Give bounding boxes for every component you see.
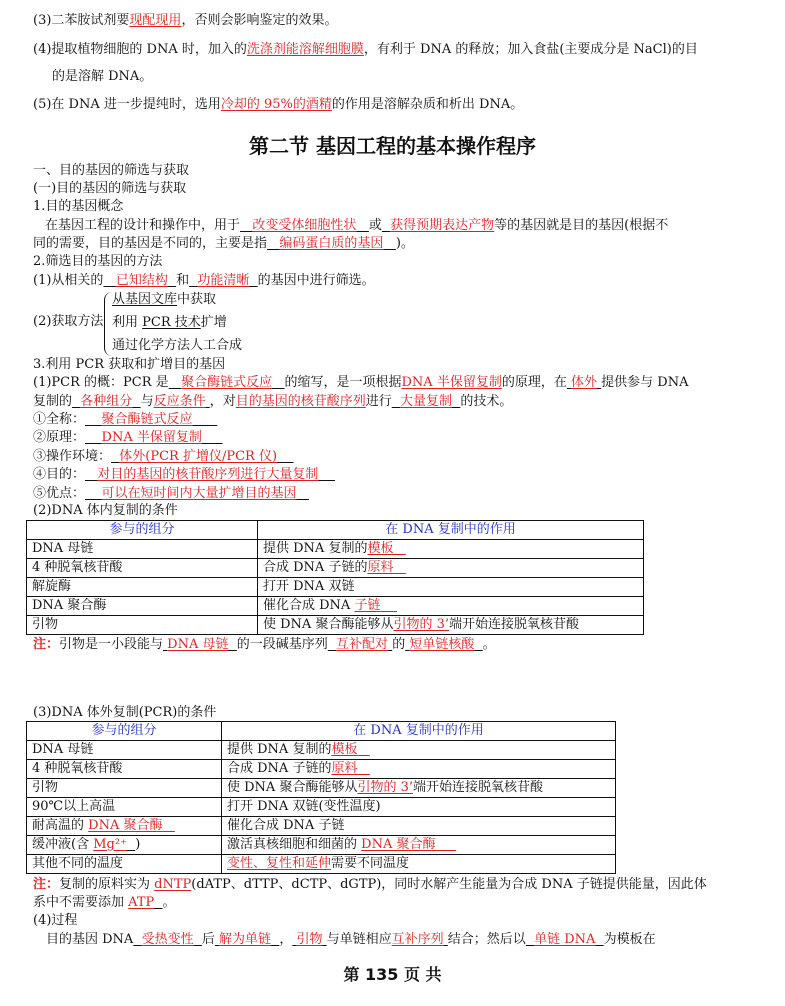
table-row: 其他不同的温度 变性、复性和延伸需要不同温度 (27, 855, 616, 874)
method-label: (2)获取方法 (33, 314, 104, 329)
screen-line: (1)从相关的 已知结构 和 功能清晰 的基因中进行筛选。 (33, 273, 375, 288)
table1-caption: (2)DNA 体内复制的条件 (33, 503, 178, 518)
concept-line: 在基因工程的设计和操作中，用于 改变受体细胞性状 或 获得预期表达产物等的基因就是目的基因(根据不 (45, 218, 669, 233)
col-header: 参与的组分 (27, 521, 258, 540)
table2-caption: (3)DNA 体外复制(PCR)的条件 (33, 705, 217, 720)
col-header: 参与的组分 (27, 722, 222, 741)
method-3: 通过化学方法人工合成 (112, 338, 243, 353)
table-row: 4 种脱氧核苷酸 合成 DNA 子链的原料 (27, 760, 616, 779)
heading: 一、目的基因的筛选与获取 (33, 163, 190, 178)
heading: 3.利用 PCR 获取和扩增目的基因 (33, 357, 226, 372)
pcr-item: ①全称： 聚合酶链式反应 (33, 412, 193, 427)
table-row: 引物 使 DNA 聚合酶能够从引物的 3’端开始连接脱氧核苷酸 (27, 616, 644, 635)
table2-note: 注：复制的原料实为 dNTP(dATP、dTTP、dCTP、dGTP)，同时水解产生能量为合成 DNA 子链提供能量，因此体 (33, 877, 707, 892)
process-line: 目的基因 DNA 受热变性 后 解为单链 ， 引物 与单链相应互补序列 结合；然后以 单链 DNA 为模板在 (46, 932, 656, 947)
item-4-cont: 的是溶解 DNA。 (52, 69, 153, 84)
col-header: 在 DNA 复制中的作用 (258, 521, 644, 540)
table-row: 引物 使 DNA 聚合酶能够从引物的 3’端开始连接脱氧核苷酸 (27, 779, 616, 798)
pcr-item: ⑤优点： 可以在短时间内大量扩增目的基因 (33, 486, 297, 501)
heading: 1.目的基因概念 (33, 199, 124, 214)
table-row: DNA 聚合酶 催化合成 DNA 子链 (27, 597, 644, 616)
pcr-def-1: (1)PCR 的概：PCR 是 聚合酶链式反应 的缩写，是一项根据DNA 半保留复制的原理，在 体外 提供参与 DNA (33, 375, 689, 390)
table-row: 解旋酶 打开 DNA 双链 (27, 578, 644, 597)
page-footer: 第 135 页 共 (343, 965, 442, 984)
table-row: DNA 母链 提供 DNA 复制的模板 (27, 741, 616, 760)
col-header: 在 DNA 复制中的作用 (222, 722, 616, 741)
item-3-line: (3)二苯胺试剂要现配现用，否则会影响鉴定的效果。 (33, 13, 338, 28)
answer-blank: 洗涤剂能溶解细胞膜 (246, 42, 364, 57)
table1-note: 注：引物是一小段能与 DNA 母链 的一段碱基序列 互补配对 的 短单链核酸 。 (33, 637, 496, 652)
pcr-item: ②原理： DNA 半保留复制 (33, 430, 202, 445)
table-row: 90℃以上高温 打开 DNA 双链(变性温度) (27, 798, 616, 817)
answer-blank: 现配现用 (129, 13, 182, 28)
table-row: 耐高温的 DNA 聚合酶 催化合成 DNA 子链 (27, 817, 616, 836)
pcr-def-2: 复制的 各种组分 与反应条件 ，对目的基因的核苷酸序列进行 大量复制 的技术。 (33, 394, 513, 409)
section-title: 第二节 基因工程的基本操作程序 (249, 134, 536, 158)
pcr-item: ④目的： 对目的基因的核苷酸序列进行大量复制 (33, 467, 319, 482)
answer-blank: 冷却的 95%的酒精 (220, 97, 332, 112)
method-2: 利用 PCR 技术扩增 (112, 315, 227, 330)
pcr-item: ③操作环境： 体外(PCR 扩增仪/PCR 仪) (33, 449, 278, 464)
table-row: 缓冲液(含 Mg²⁺ ) 激活真核细胞和细菌的 DNA 聚合酶 (27, 836, 616, 855)
item-4-line: (4)提取植物细胞的 DNA 时，加入的洗涤剂能溶解细胞膜，有利于 DNA 的释放；加入食盐(主要成分是 NaCl)的目 (33, 42, 698, 57)
heading: 2.筛选目的基因的方法 (33, 254, 163, 269)
concept-line-2: 同的需要，目的基因是不同的，主要是指 编码蛋白质的基因 )。 (33, 236, 414, 251)
table2-note-2: 系中不需要添加 ATP 。 (33, 895, 176, 910)
table-row: DNA 母链 提供 DNA 复制的模板 (27, 540, 644, 559)
item-5-line: (5)在 DNA 进一步提纯时，选用冷却的 95%的酒精的作用是溶解杂质和析出 DNA。 (33, 97, 524, 112)
table-row: 4 种脱氧核苷酸 合成 DNA 子链的原料 (27, 559, 644, 578)
method-1: 从基因文库中获取 (112, 292, 217, 307)
table2 (26, 721, 616, 874)
heading: (一)目的基因的筛选与获取 (33, 181, 187, 196)
heading: (4)过程 (33, 913, 78, 928)
table1 (26, 520, 644, 635)
